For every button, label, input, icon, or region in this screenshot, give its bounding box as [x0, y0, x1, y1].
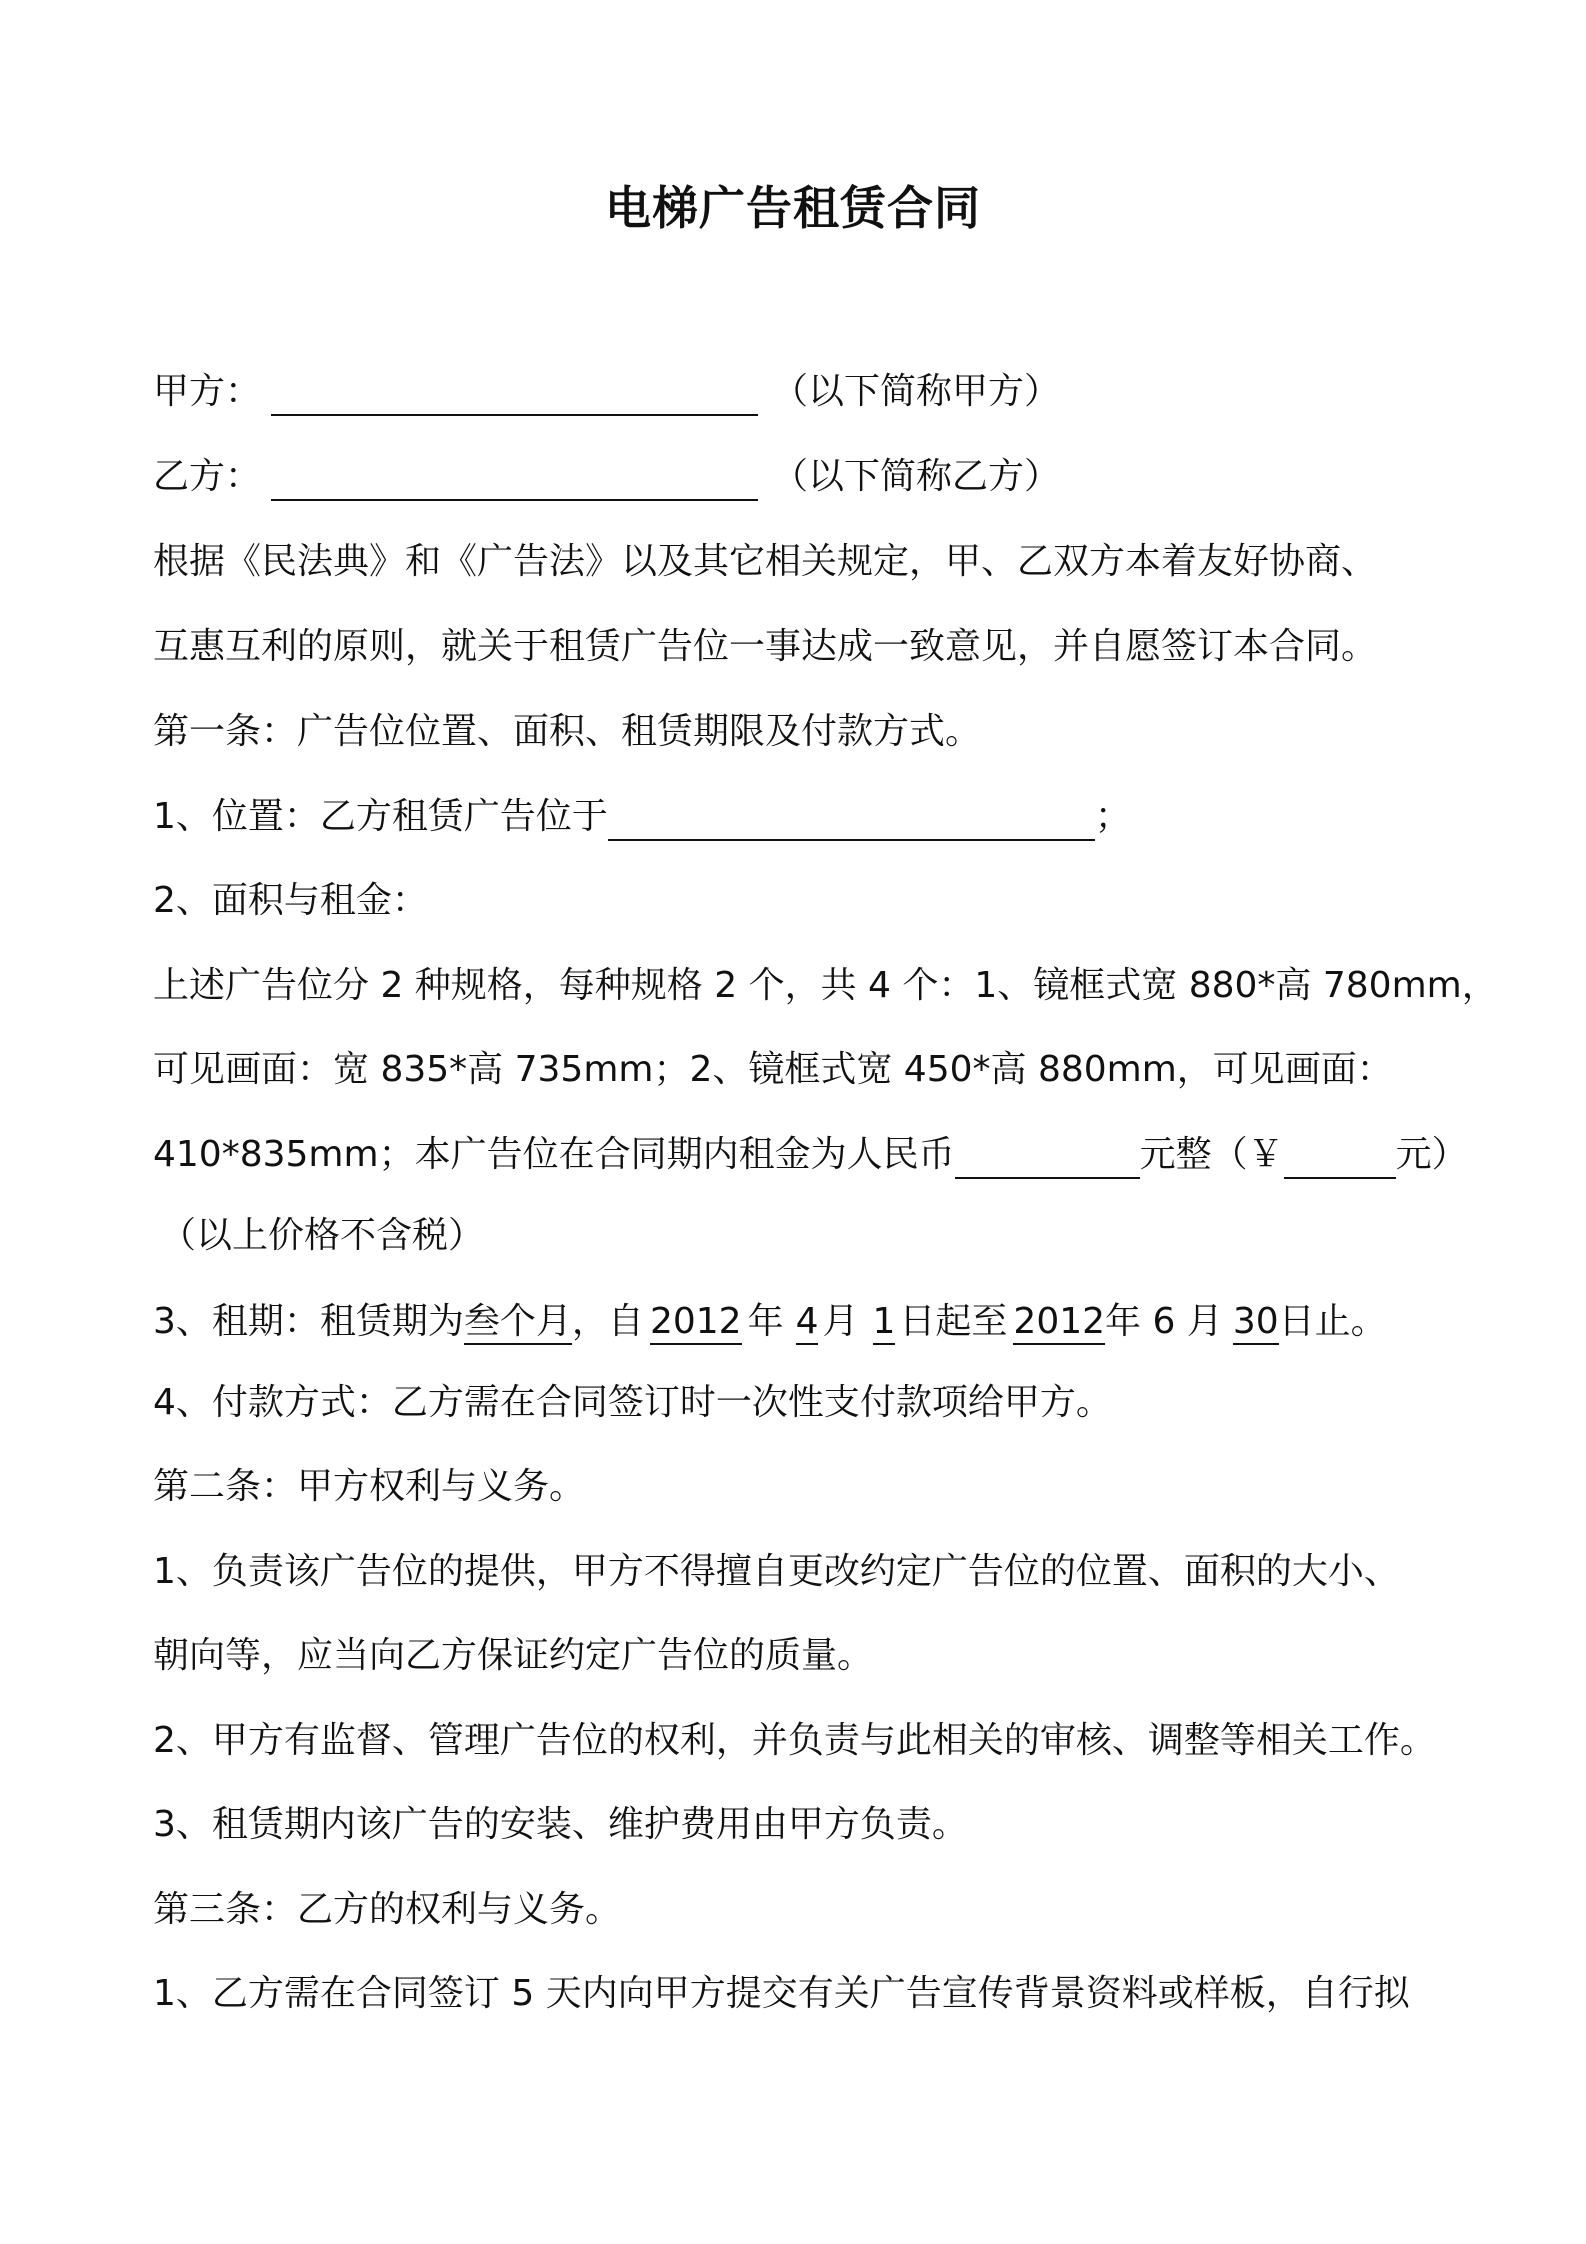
contract-title: 电梯广告租赁合同 — [605, 181, 981, 235]
article3-heading: 第三条：乙方的权利与义务。 — [153, 1889, 622, 1930]
rent-number-blank[interactable] — [1284, 1137, 1396, 1179]
party-a-blank[interactable] — [271, 374, 758, 416]
rent-end: 元） — [1395, 1134, 1468, 1175]
party-b-line — [153, 453, 1060, 501]
tax-note: （以上价格不含税） — [160, 1215, 485, 1256]
spec-line-1: 上述广告位分 2 种规格，每种规格 2 个，共 4 个：1、镜框式宽 880*高 780mm， — [153, 965, 1498, 1006]
location-blank[interactable] — [608, 799, 1095, 841]
party-b-blank[interactable] — [271, 459, 758, 501]
article2-heading: 第二条：甲方权利与义务。 — [153, 1466, 586, 1507]
party-b-label: 乙方： — [153, 456, 262, 497]
article1-heading: 第一条：广告位位置、面积、租赁期限及付款方式。 — [153, 711, 982, 752]
article3-item-1: 1、乙方需在合同签订 5 天内向甲方提交有关广告宣传背景资料或样板，自行拟 — [153, 1973, 1410, 2014]
article2-item-3: 3、租赁期内该广告的安装、维护费用由甲方负责。 — [153, 1804, 968, 1845]
party-a-line — [153, 368, 1060, 416]
intro-line-1: 根据《民法典》和《广告法》以及其它相关规定，甲、乙双方本着友好协商、 — [153, 541, 1378, 582]
area-heading: 2、面积与租金： — [153, 880, 428, 921]
article2-item-2: 2、甲方有监督、管理广告位的权利，并负责与此相关的审核、调整等相关工作。 — [153, 1720, 1436, 1761]
rent-prefix: 410*835mm；本广告位在合同期内租金为人民币 — [153, 1134, 955, 1175]
party-b-suffix: （以下简称乙方） — [772, 456, 1061, 497]
intro-line-2: 互惠互利的原则，就关于租赁广告位一事达成一致意见，并自愿签订本合同。 — [153, 626, 1378, 667]
location-label: 1、位置：乙方租赁广告位于 — [153, 796, 608, 837]
term-start-suffix: 日起至 — [899, 1301, 1008, 1342]
article2-item-1: 1、负责该广告位的提供，甲方不得擅自更改约定广告位的位置、面积的大小、 — [153, 1551, 1400, 1592]
location-line — [153, 793, 1131, 841]
term-month-label: 月 — [822, 1301, 859, 1342]
term-start-year: 2012 — [650, 1301, 742, 1345]
term-start-day: 1 — [873, 1301, 896, 1345]
term-from-label: ，自 — [571, 1301, 644, 1342]
spec-line-2: 可见画面：宽 835*高 735mm；2、镜框式宽 450*高 880mm，可见画面： — [153, 1049, 1393, 1090]
term-line — [153, 1298, 1387, 1346]
rent-amount-blank[interactable] — [955, 1137, 1140, 1179]
term-year-label: 年 — [747, 1301, 784, 1342]
term-duration: 叁个月 — [464, 1301, 572, 1345]
term-end-year: 2012 — [1013, 1301, 1105, 1345]
rent-line — [153, 1131, 1468, 1179]
location-end: ； — [1094, 796, 1131, 837]
party-a-label: 甲方： — [153, 371, 262, 412]
rent-middle: 元整（￥ — [1139, 1134, 1284, 1175]
term-start-month: 4 — [796, 1301, 819, 1345]
party-a-suffix: （以下简称甲方） — [772, 371, 1061, 412]
payment-line: 4、付款方式：乙方需在合同签订时一次性支付款项给甲方。 — [153, 1382, 1112, 1423]
term-prefix: 3、租期：租赁期为 — [153, 1301, 464, 1342]
term-end-day: 30 — [1233, 1301, 1279, 1345]
term-end-suffix: 日止。 — [1278, 1301, 1387, 1342]
term-end-year-label: 年 6 月 — [1105, 1301, 1223, 1342]
article2-item-1-cont: 朝向等，应当向乙方保证约定广告位的质量。 — [153, 1635, 874, 1676]
